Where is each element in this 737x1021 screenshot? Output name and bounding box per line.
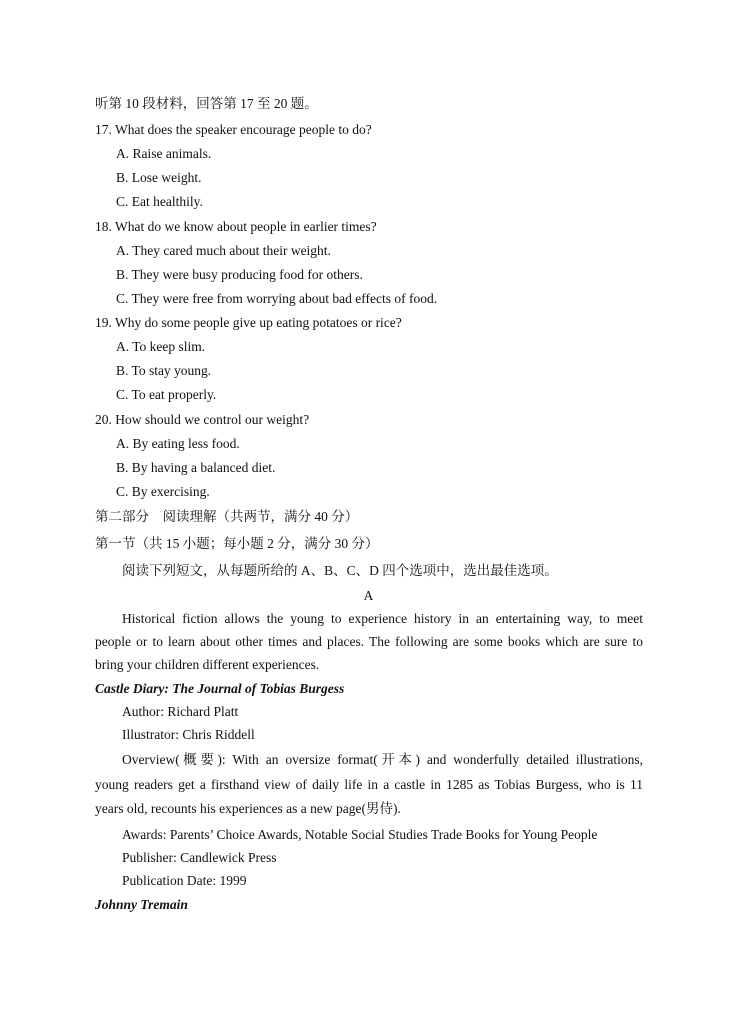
question-option: A. To keep slim. (116, 339, 206, 354)
question-option: C. They were free from worrying about bad effects of food. (116, 291, 438, 306)
question-option: B. Lose weight. (116, 170, 202, 185)
question-option: B. By having a balanced diet. (116, 460, 276, 475)
section-header: 听第 10 段材料，回答第 17 至 20 题。 (95, 96, 318, 111)
question-option: C. Eat healthily. (116, 194, 203, 209)
book-publication-date: Publication Date: 1999 (122, 873, 247, 888)
section-title: 第一节（共 15 小题；每小题 2 分，满分 30 分） (95, 536, 379, 551)
book-publisher: Publisher: Candlewick Press (122, 850, 277, 865)
question-stem: 18. What do we know about people in earlier times? (95, 219, 377, 234)
intro-line: people or to learn about other times and places. The following are some books which are sure to (95, 634, 643, 649)
part-title: 第二部分 阅读理解（共两节，满分 40 分） (95, 509, 359, 524)
question-stem: 17. What does the speaker encourage people to do? (95, 122, 372, 137)
book-author: Author: Richard Platt (122, 704, 239, 719)
book-illustrator: Illustrator: Chris Riddell (122, 727, 255, 742)
question-option: A. They cared much about their weight. (116, 243, 331, 258)
intro-line: Historical fiction allows the young to experience history in an entertaining way, to meet (122, 611, 643, 626)
book-title: Johnny Tremain (95, 897, 188, 912)
question-option: B. To stay young. (116, 363, 212, 378)
book-overview-line: Overview(概要): With an oversize format(开本) and wonderfully detailed illustrations, (122, 752, 643, 767)
intro-line: bring your children different experiences. (95, 657, 320, 672)
question-option: C. By exercising. (116, 484, 210, 499)
question-option: A. Raise animals. (116, 146, 212, 161)
book-awards: Awards: Parents’ Choice Awards, Notable Social Studies Trade Books for Young People (122, 827, 598, 842)
question-option: C. To eat properly. (116, 387, 217, 402)
question-stem: 19. Why do some people give up eating potatoes or rice? (95, 315, 402, 330)
question-option: B. They were busy producing food for others. (116, 267, 363, 282)
instruction-text: 阅读下列短文，从每题所给的 A、B、C、D 四个选项中，选出最佳选项。 (122, 563, 558, 578)
book-overview-line: years old, recounts his experiences as a new page(男侍). (95, 801, 401, 816)
book-overview-line: young readers get a firsthand view of daily life in a castle in 1285 as Tobias Burgess, who is 11 (95, 777, 643, 792)
question-option: A. By eating less food. (116, 436, 240, 451)
book-title: Castle Diary: The Journal of Tobias Burgess (95, 681, 345, 696)
question-stem: 20. How should we control our weight? (95, 412, 310, 427)
passage-label: A (363, 588, 374, 603)
